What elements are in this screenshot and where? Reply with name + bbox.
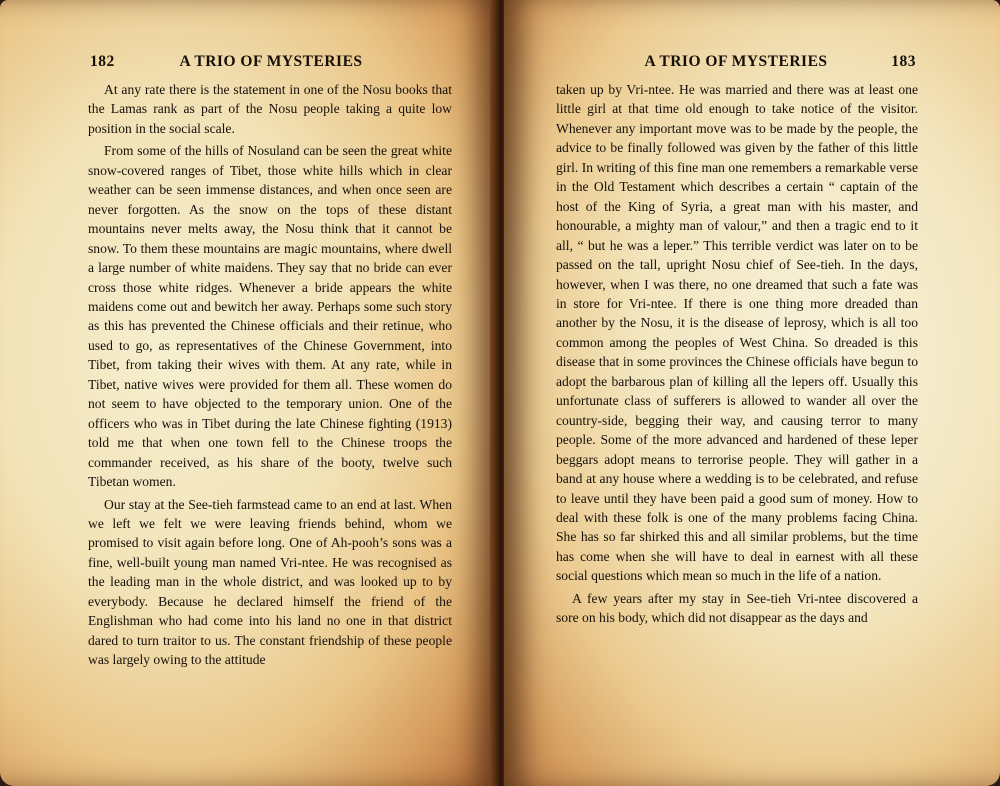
left-running-head: A TRIO OF MYSTERIES [179,53,363,70]
left-paragraph-2: From some of the hills of Nosuland can be seen the great white snow-covered ranges of Tibet, those white hills which in clear weather can be seen immense distances, and when once seen are never forgotten. As the snow on the tops of these distant mountains never melts away, the Nosu think that it cannot be snow. To them these mountains are magic mountains, where dwell a large number of white maidens. They say that no bride can ever cross those white ridges. Whenever a bride appears the white maidens come out and bewitch her away. Perhaps some such story as this has prevented the Chinese officials and their retinue, who used to go, as representatives of the Chinese Government, into Tibet, from taking their wives with them. At any rate, while in Tibet, native wives were provided for them all. These women do not seem to have objected to the temporary union. One of the officers who was in Tibet during the late Chinese fighting (1913) told me that when one town fell to the Chinese troops the commander received, as his share of the booty, twelve such Tibetan women. [88,143,452,490]
right-page [504,0,1000,786]
left-paragraph-3: Our stay at the See-tieh farmstead came to an end at last. When we left we felt we were leaving friends behind, whom we promised to visit again before long. One of Ah-pooh’s sons was a fine, well-built young man named Vri-ntee. He was recognised as the leading man in the whole district, and was looked up to by everybody. Because he declared himself the friend of the Englishman who had come into his land no one in that district dared to turn traitor to us. The constant friendship of these people was largely owing to the attitude [88,496,452,668]
right-running-head: A TRIO OF MYSTERIES [644,53,828,70]
left-page-header [90,53,452,75]
right-paragraph-1: taken up by Vri-ntee. He was married and there was at least one little girl at that time old enough to take notice of the visitor. Whenever any important move was to be made by the people, the advice to be finally followed was given by the father of this little girl. In writing of this fine man one remembers a remarkable verse in the Old Testament which describes a certain “ captain of the host of the King of Syria, a great man with his master, and honourable, a mighty man of valour,” and then a tragic end to it all, “ but he was a leper.” This terrible verdict was later on to be passed on the tall, upright Nosu chief of See-tieh. In the days, however, when I was there, no one dreamed that such a fate was in store for Vri-ntee. If there is one thing more dreaded than another by the Nosu, it is the disease of leprosy, which is all too common among the peoples of West China. So dreaded is this disease that in some provinces the Chinese officials have begun to adopt the barbarous plan of killing all the lepers off. Usually this unfortunate class of sufferers is allowed to wander all over the country-side, begging their way, and causing terror to many people. Some of the more advanced and hardened of these leper beggars adopt means to terrorise people. They will gather in a band at any house where a wedding is to be celebrated, and refuse to leave until they have been paid a good sum of money. How to deal with these folk is one of the many problems facing China. She has so far shirked this and all similar problems, but the time has come when she will have to deal in earnest with all these social questions which mean so much in the life of a nation. [556,82,918,584]
left-page-body [88,80,452,673]
right-page-header [556,53,916,75]
left-page-number: 182 [90,53,115,70]
right-paragraph-2: A few years after my stay in See-tieh Vri-ntee discovered a sore on his body, which did not disappear as the days and [556,590,918,626]
left-page [0,0,496,786]
left-paragraph-1: At any rate there is the statement in one of the Nosu books that the Lamas rank as part of the Nosu people taking a quite low position in the social scale. [88,82,452,136]
right-page-number: 183 [891,53,916,70]
right-page-body [556,80,918,631]
